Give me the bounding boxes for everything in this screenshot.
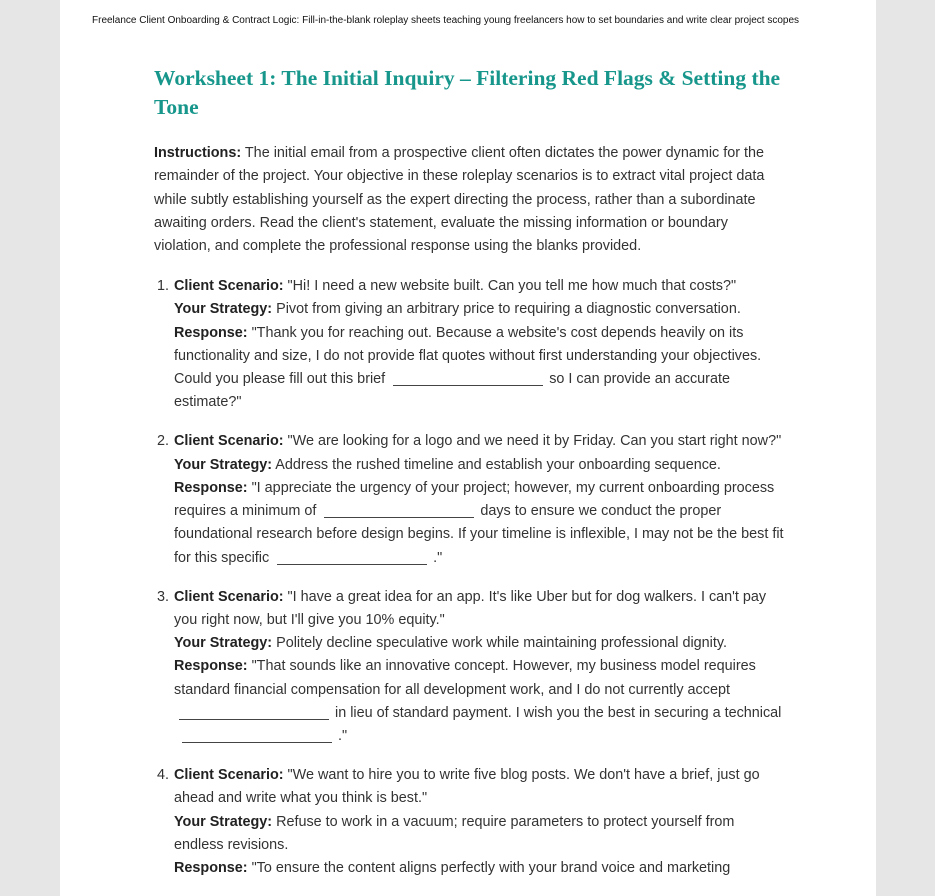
item-number: 2. [157, 433, 170, 450]
scenario-text: "We are looking for a logo and we need it by Friday. Can you start right now?" [283, 433, 782, 450]
client-scenario [174, 764, 786, 811]
strategy-label: Your Strategy: [174, 813, 273, 830]
response-text: "I appreciate the urgency of your project; however, my current onboarding process requires a minimum of [174, 479, 775, 520]
response [174, 857, 786, 880]
client-scenario [174, 275, 786, 298]
client-scenario [174, 586, 786, 633]
scenario-label: Client Scenario: [174, 433, 284, 450]
item-number: 4. [157, 767, 170, 784]
strategy-text: Pivot from giving an arbitrary price to requiring a diagnostic conversation. [272, 301, 741, 318]
scenario-item [154, 586, 786, 749]
scenario-item [154, 430, 786, 570]
scenario-item [154, 764, 786, 880]
instructions-paragraph [154, 142, 784, 258]
response-text: ." [433, 549, 443, 566]
strategy-label: Your Strategy: [174, 635, 273, 652]
response-text: days to ensure we conduct the proper foundational research before design begins. If your timeline is inflexible, I may not be the best fit for this specific [174, 503, 784, 566]
scenario-label: Client Scenario: [174, 588, 284, 605]
response-text: ." [338, 728, 348, 745]
your-strategy [174, 632, 786, 655]
your-strategy [174, 811, 786, 858]
response-text: in lieu of standard payment. I wish you the best in securing a technical [335, 705, 782, 722]
strategy-label: Your Strategy: [174, 301, 273, 318]
response [174, 655, 786, 748]
response-text: "Thank you for reaching out. Because a website's cost depends heavily on its functionality and size, I do not provide flat quotes without first understanding your objectives. Could you please fill out this brief [174, 324, 762, 388]
worksheet-title: Worksheet 1: The Initial Inquiry – Filtering Red Flags & Setting the Tone [154, 66, 781, 119]
response-text: "That sounds like an innovative concept. However, my business model requires standard financial compensation for all development work, and I do not currently accept [174, 658, 756, 698]
response [174, 477, 786, 570]
strategy-text: Politely decline speculative work while maintaining professional dignity. [272, 635, 727, 652]
item-number: 1. [157, 278, 170, 294]
scenario-item [154, 275, 786, 415]
client-scenario [174, 430, 786, 453]
response-text: "To ensure the content aligns perfectly with your brand voice and marketing [247, 860, 731, 877]
response-label: Response: [174, 324, 248, 341]
response-label: Response: [174, 860, 248, 877]
running-header: Freelance Client Onboarding & Contract Logic: Fill-in-the-blank roleplay sheets teaching young freelancers how to set boundaries and write clear project scopes [92, 15, 800, 26]
fill-in-blank[interactable] [179, 705, 329, 720]
your-strategy [174, 298, 786, 321]
strategy-text: Address the rushed timeline and establish your onboarding sequence. [272, 456, 721, 473]
scenario-label: Client Scenario: [174, 767, 284, 784]
scenario-text: "We want to hire you to write five blog posts. We don't have a brief, just go ahead and write what you think is best." [174, 767, 760, 807]
response-label: Response: [174, 658, 248, 675]
instructions-text: The initial email from a prospective client often dictates the power dynamic for the remainder of the project. Your objective in these roleplay scenarios is to extract vital project data while subtly establishing yourself as the expert directing the process, rather than a subordinate awaiting orders. Read the client's statement, evaluate the missing information or boundary violation, and complete the professional response using the blanks provided. [154, 145, 765, 255]
response [174, 322, 786, 415]
item-number: 3. [157, 588, 170, 605]
fill-in-blank[interactable] [182, 728, 332, 743]
scenario-text: "Hi! I need a new website built. Can you tell me how much that costs?" [283, 278, 737, 294]
fill-in-blank[interactable] [324, 503, 474, 518]
fill-in-blank[interactable] [277, 550, 427, 565]
scenario-label: Client Scenario: [174, 278, 284, 294]
response-label: Response: [174, 479, 248, 496]
strategy-label: Your Strategy: [174, 456, 273, 473]
document-page [60, 0, 876, 896]
scenario-list [154, 275, 786, 896]
fill-in-blank[interactable] [393, 371, 543, 386]
response-text: so I can provide an accurate estimate?" [174, 371, 730, 411]
strategy-text: Refuse to work in a vacuum; require parameters to protect yourself from endless revisions. [174, 813, 735, 854]
your-strategy [174, 454, 786, 477]
scenario-text: "I have a great idea for an app. It's like Uber but for dog walkers. I can't pay you right now, but I'll give you 10% equity." [174, 588, 767, 628]
instructions-label: Instructions: [154, 145, 242, 161]
